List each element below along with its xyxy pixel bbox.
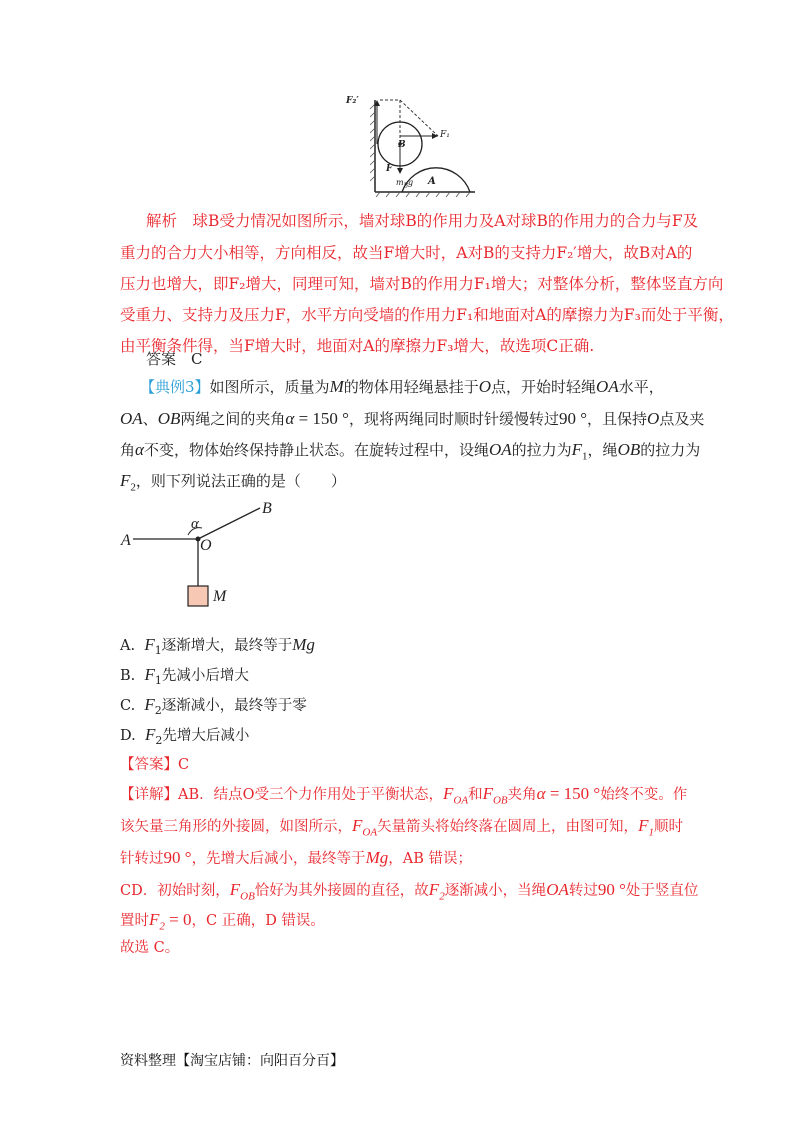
option-c-letter: C. <box>120 698 136 714</box>
analysis-line-5: 由平衡条件得，当F增大时，地面对A的摩擦力F₃增大，故选项C正确. <box>120 337 595 355</box>
detail-line-4 <box>120 879 698 907</box>
d1-eq: = 150 ° <box>545 784 601 803</box>
ex3-l3-f: F <box>571 440 583 459</box>
analysis-line-3: 压力也增大，即F₂增大，同理可知，墙对B的作用力F₁增大；对整体分析，整体竖直方向 <box>120 275 724 293</box>
ex3-l2-alpha: α <box>285 409 295 428</box>
d2b: 矢量箭头将始终落在圆周上，由图可知， <box>377 819 639 835</box>
option-a[interactable] <box>120 634 315 662</box>
d1a: 【详解】AB．结点O受三个力作用处于平衡状态， <box>120 787 444 803</box>
ex3-l2-sep: 、 <box>142 410 158 428</box>
d1-foa <box>443 784 469 807</box>
fig1-label-mbg-text: m <box>396 178 404 187</box>
d4b: 恰好为其外接圆的直径，故 <box>254 883 429 899</box>
example3-line-3 <box>120 439 700 467</box>
fig1-label-a: A <box>428 176 436 187</box>
detail-line-1 <box>120 783 687 811</box>
d5-f2-f: F <box>149 910 160 929</box>
d5-f2 <box>149 910 165 933</box>
d1-fob-sub: OB <box>492 794 508 807</box>
d5-eq: = 0 <box>164 910 192 929</box>
d4e: 处于竖直位 <box>625 883 699 899</box>
fig2-label-a: A <box>121 532 131 549</box>
ex3-l3c: 的拉力为 <box>511 441 572 459</box>
option-a-tail: Mg <box>292 635 315 654</box>
d1c: 夹角 <box>507 787 537 803</box>
option-b-letter: B. <box>120 668 136 684</box>
analysis-line-1: 解析 球B受力情况如图所示，墙对球B的作用力及A对球B的作用力的合力与F及 <box>146 212 699 230</box>
footer-source: 资料整理【淘宝店铺：向阳百分百】 <box>120 1053 344 1069</box>
d4-fob-f: F <box>229 880 241 899</box>
d4-f2 <box>428 880 445 903</box>
option-a-letter: A. <box>120 638 136 654</box>
ex3-l3d: ，绳 <box>587 441 618 459</box>
d2-f1 <box>638 816 654 839</box>
option-b[interactable] <box>120 664 249 692</box>
ex3-l4a: ，则下列说法正确的是（ ） <box>135 472 346 490</box>
d2-foa-sub: OA <box>362 826 378 839</box>
answer-1: 答案 C <box>146 350 203 368</box>
ex3-l3b: 不变，物体始终保持静止状态。在旋转过程中，设绳 <box>143 441 489 459</box>
d3b: ，先增大后减小，最终等于 <box>191 851 366 867</box>
answer-2: 【答案】C <box>120 757 190 773</box>
example-tag: 【典例3】 <box>140 378 210 396</box>
fig1-label-b: B <box>398 140 406 150</box>
fig1-label-mbg: $m_Bg$ <box>396 178 414 190</box>
example3-line-4 <box>120 470 346 498</box>
option-a-sub: 1 <box>154 643 162 657</box>
ex3-l2-oa: OA <box>120 409 143 428</box>
fig2-label-m: M <box>213 588 227 605</box>
d2c: 顺时 <box>653 819 683 835</box>
ex3-l2b: ，现将两绳同时顺时针缓慢转过 <box>348 410 559 428</box>
d4c: 逐渐减小，当绳 <box>444 883 547 899</box>
analysis-line-4: 受重力、支持力及压力F，水平方向受墙的作用力F₁和地面对A的摩擦力为F₃而处于平衡， <box>120 306 734 324</box>
figure-ball-block <box>346 92 480 202</box>
d5-f2-sub: 2 <box>159 920 165 933</box>
ex3-l3-oa: OA <box>488 440 512 459</box>
example3-line-1 <box>140 376 664 398</box>
option-b-text: 先减小后增大 <box>161 668 249 684</box>
ex3-l3-f1 <box>571 440 588 463</box>
fig1-label-f: F <box>386 164 393 174</box>
d4-fob <box>229 880 255 903</box>
d3c: ，AB 错误； <box>388 851 472 867</box>
d3-mg: Mg <box>365 848 389 867</box>
option-c-text: 逐渐减小，最终等于零 <box>161 698 307 714</box>
d2-foa <box>352 816 378 839</box>
d2-f1-f: F <box>638 816 649 835</box>
ex3-l2c: ，且保持 <box>587 410 648 428</box>
d4d: 转过 <box>568 883 598 899</box>
d2a: 该矢量三角形的外接圆，如图所示， <box>120 819 352 835</box>
d2-foa-f: F <box>352 816 363 835</box>
option-b-sub: 1 <box>154 673 162 687</box>
d2-f1-sub: 1 <box>648 826 654 839</box>
ex3-l3-f1sub: 1 <box>582 450 588 463</box>
ex3-l4-f2sub: 2 <box>130 481 136 494</box>
d1d: 始终不变。作 <box>600 787 688 803</box>
fig2-label-b: B <box>262 500 272 517</box>
d3a: 针转过 <box>120 851 164 867</box>
analysis-line-2: 重力的合力大小相等，方向相反，故当F增大时，A对B的支持力F₂′增大，故B对A的 <box>120 244 693 262</box>
ex3-l4-f2 <box>120 471 136 494</box>
detail-line-3 <box>120 847 472 870</box>
ex3-l2-o: O <box>647 409 660 428</box>
ex3-l3-ob: OB <box>617 440 641 459</box>
ex3-t1d: 水平， <box>618 378 664 396</box>
d1-fob-f: F <box>482 784 493 803</box>
ex3-o: O <box>478 377 492 396</box>
option-d-sub: 2 <box>155 733 163 747</box>
fig1-label-f2: F₂′ <box>346 96 359 106</box>
ex3-l2-90: 90 ° <box>558 409 588 428</box>
d4-f2-f: F <box>428 880 440 899</box>
d4-90: 90 ° <box>597 880 626 899</box>
option-a-text: 逐渐增大，最终等于 <box>161 638 293 654</box>
ex3-m: M <box>329 377 344 396</box>
option-d-f: F <box>144 725 156 744</box>
figure-rope-mass <box>115 500 295 612</box>
option-c-f: F <box>144 695 155 714</box>
ex3-l3e: 的拉力为 <box>640 441 701 459</box>
d1-foa-sub: OA <box>453 794 469 807</box>
d4-f2-sub: 2 <box>439 890 445 903</box>
ex3-oa: OA <box>596 377 619 396</box>
ex3-t1c: 点，开始时轻绳 <box>491 378 597 396</box>
d1-alpha: α <box>536 784 546 803</box>
detail-line-2 <box>120 815 683 843</box>
option-d-text: 先增大后减小 <box>162 728 250 744</box>
d1-fob <box>482 784 508 807</box>
ex3-l4-f: F <box>120 471 131 490</box>
fig2-label-alpha: α <box>191 516 199 532</box>
ex3-t1b: 的物体用轻绳悬挂于 <box>343 378 479 396</box>
option-d[interactable] <box>120 724 249 752</box>
ex3-t1a: 如图所示，质量为 <box>209 378 330 396</box>
d5a: 置时 <box>120 913 149 929</box>
d5b: ，C 正确，D 错误。 <box>191 913 325 929</box>
ex3-l2-ob: OB <box>157 409 181 428</box>
example3-line-2 <box>120 408 704 430</box>
d1b: 和 <box>468 787 483 803</box>
fig2-label-o: O <box>200 537 212 554</box>
d4a: CD．初始时刻， <box>120 883 230 899</box>
option-a-f: F <box>144 635 155 654</box>
ex3-l3a: 角 <box>120 441 136 459</box>
d4-oa: OA <box>546 880 569 899</box>
ex3-l2a: 两绳之间的夹角 <box>180 410 286 428</box>
detail-line-6: 故选 C。 <box>120 940 180 956</box>
force-diagram-svg <box>350 92 480 202</box>
d4-fob-sub: OB <box>240 890 255 903</box>
option-d-letter: D. <box>120 728 136 744</box>
fig1-label-f1: F₁ <box>440 130 450 140</box>
d3-90: 90 ° <box>163 848 192 867</box>
detail-line-5 <box>120 909 325 937</box>
ex3-l2d: 点及夹 <box>659 410 705 428</box>
option-b-f: F <box>144 665 155 684</box>
d1-foa-f: F <box>443 784 454 803</box>
ex3-l2-eq: = 150 ° <box>294 409 349 428</box>
ex3-l3-alpha: α <box>135 440 144 459</box>
option-c-sub: 2 <box>154 703 162 717</box>
option-c[interactable] <box>120 694 307 722</box>
